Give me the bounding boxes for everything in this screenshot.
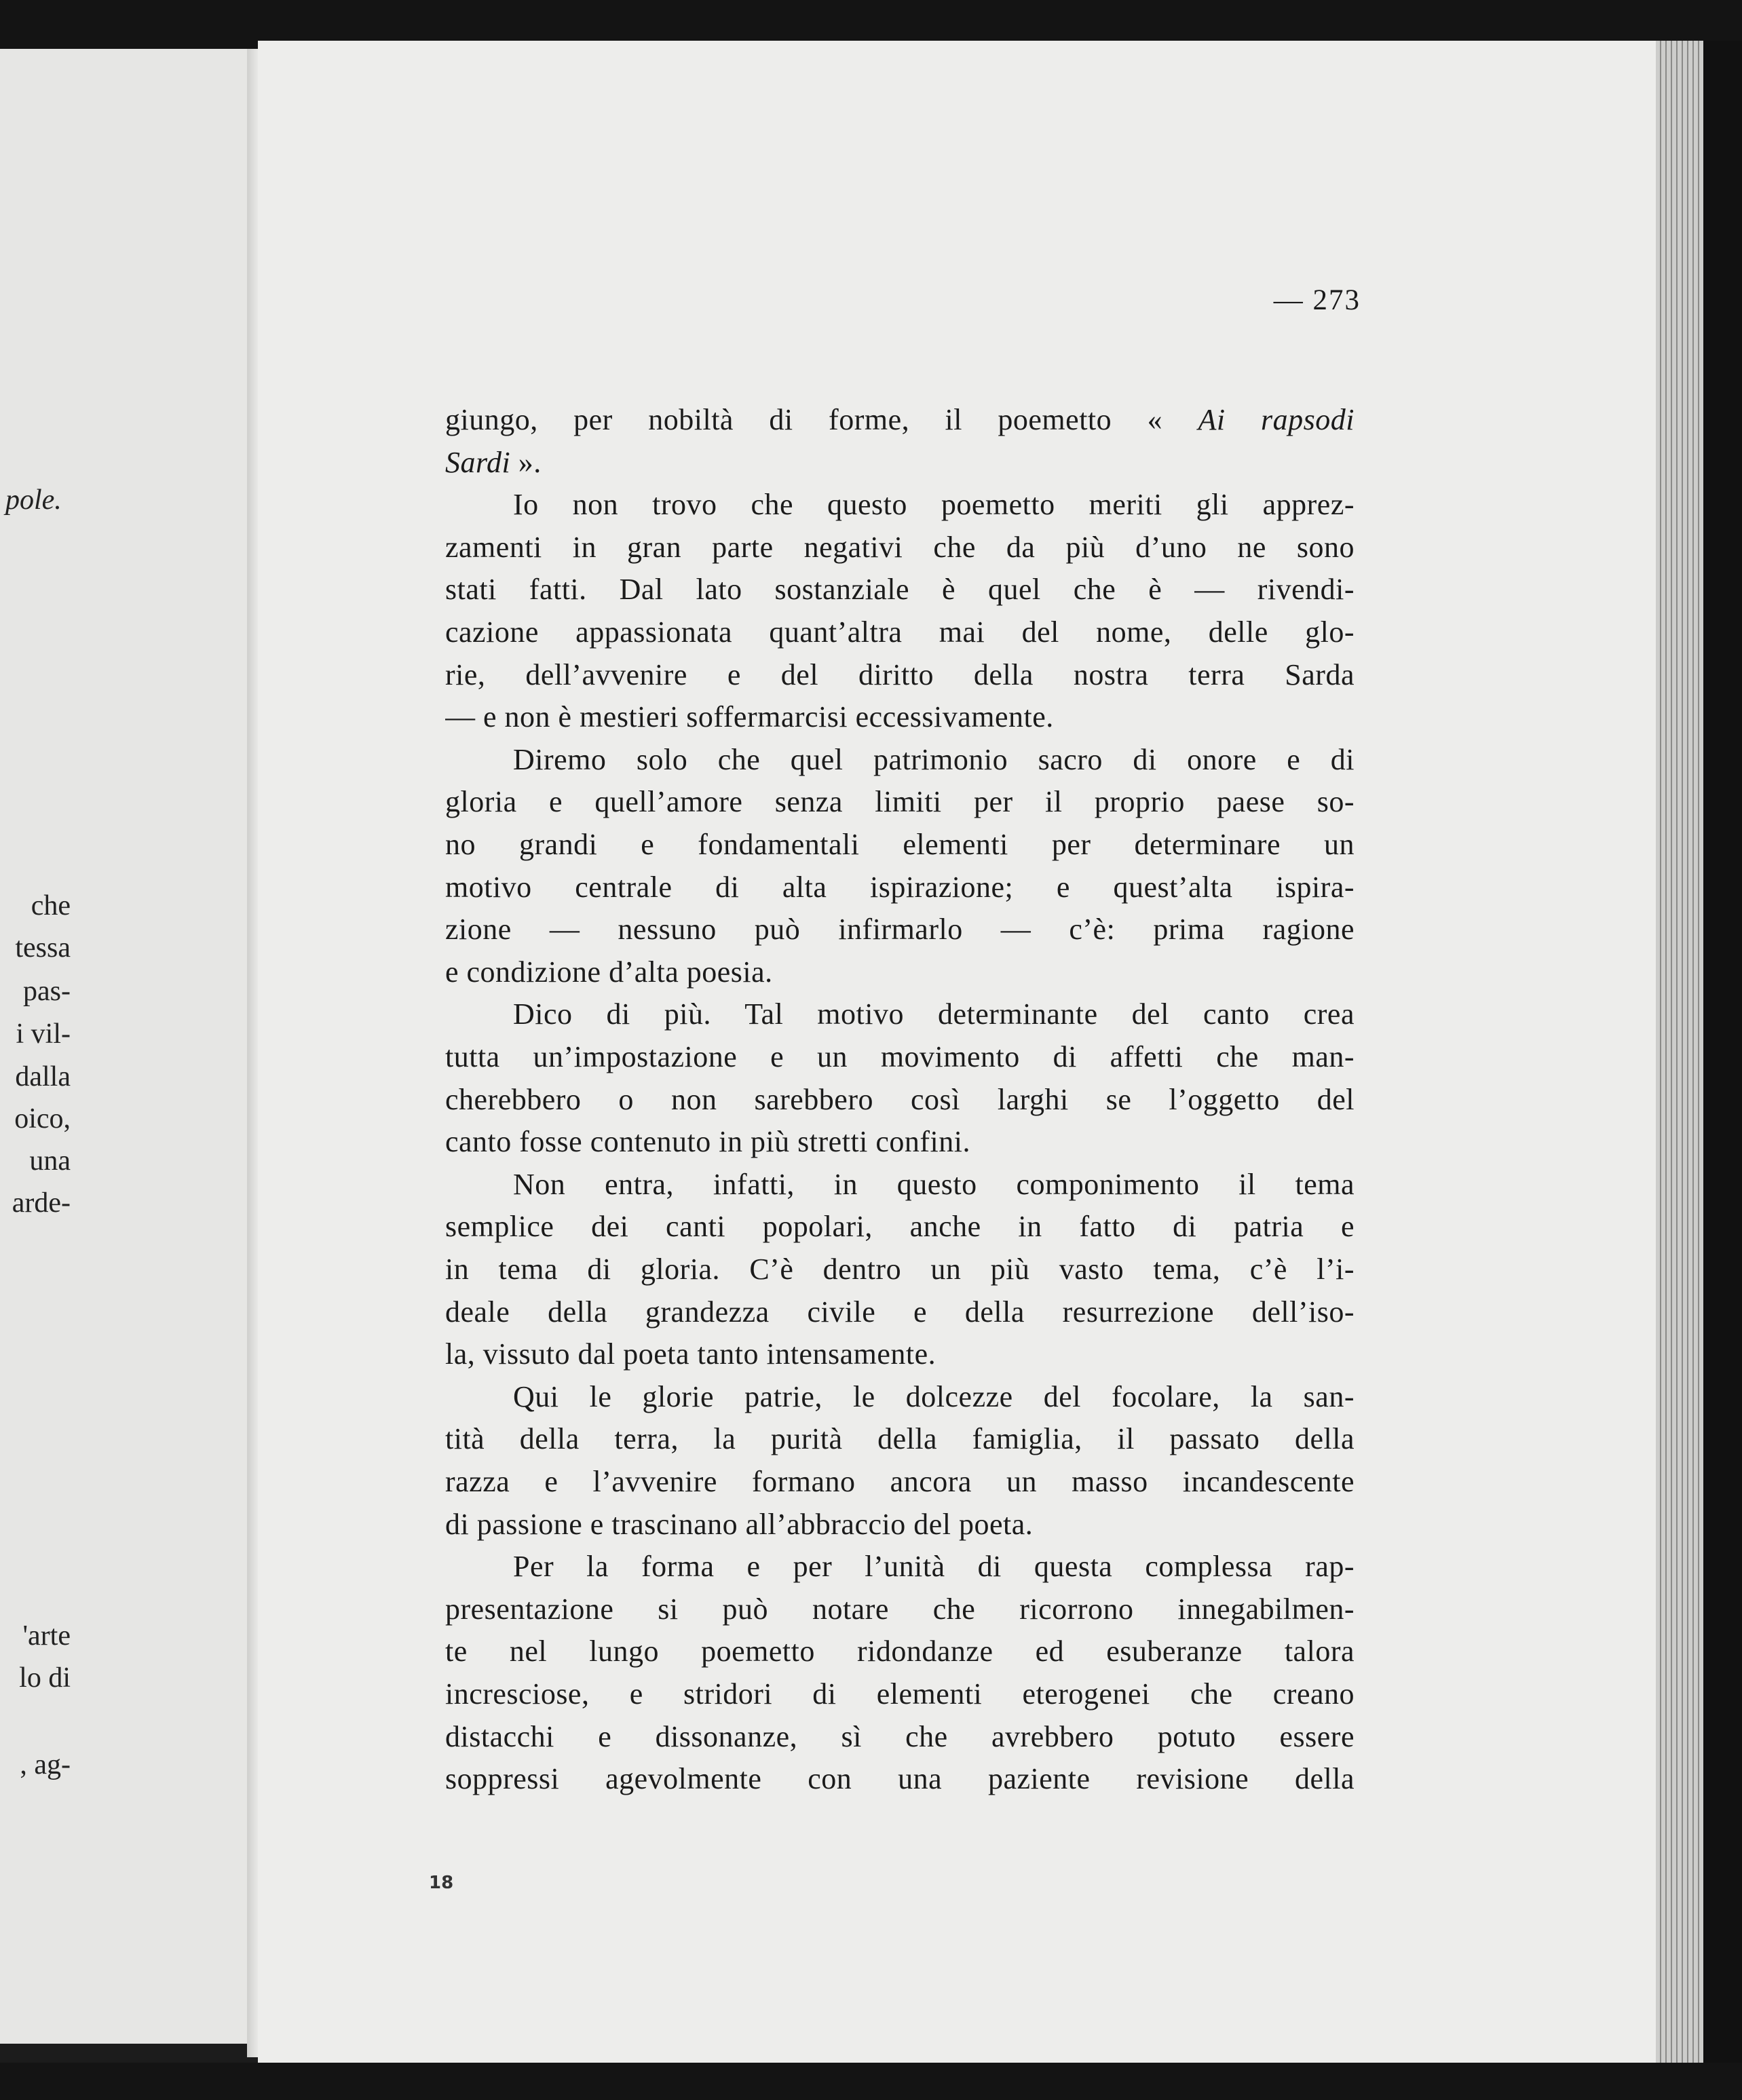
text-line: motivo centrale di alta ispirazione; e quest’alta ispira- — [445, 870, 1355, 904]
left-fragment: lo di — [19, 1662, 71, 1694]
text-line: distacchi e dissonanze, sì che avrebbero potuto essere — [445, 1719, 1355, 1753]
page-fore-edge — [1656, 41, 1703, 2083]
text-line: Qui le glorie patrie, le dolcezze del focolare, la san- — [513, 1379, 1355, 1413]
text-line: razza e l’avvenire formano ancora un masso incandescente — [445, 1465, 1355, 1498]
text-line: soppressi agevolmente con una paziente revisione della — [445, 1762, 1355, 1796]
text-line: canto fosse contenuto in più stretti confini. — [445, 1125, 971, 1159]
right-scan-border — [1703, 41, 1742, 2100]
text-line: presentazione si può notare che ricorrono innegabilmen- — [445, 1592, 1355, 1626]
text-line: rie, dell’avvenire e del diritto della nostra terra Sarda — [445, 657, 1355, 691]
page-number: — 273 — [1273, 284, 1361, 316]
text-line: cherebbero o non sarebbero così larghi se l’oggetto del — [445, 1082, 1355, 1116]
text-line: tutta un’impostazione e un movimento di affetti che man- — [445, 1040, 1355, 1073]
text-line: zamenti in gran parte negativi che da più d’uno ne sono — [445, 530, 1355, 564]
text-line: deale della grandezza civile e della resurrezione dell’iso- — [445, 1295, 1355, 1329]
text-line: cazione appassionata quant’altra mai del nome, delle glo- — [445, 615, 1355, 649]
text-line: e condizione d’alta poesia. — [445, 955, 773, 989]
left-fragment: oico, — [14, 1103, 71, 1134]
left-fragment: pole. — [5, 484, 62, 516]
text-line: la, vissuto dal poeta tanto intensamente. — [445, 1337, 936, 1371]
left-fragment: , ag- — [20, 1749, 71, 1780]
text-line: Dico di più. Tal motivo determinante del canto crea — [513, 997, 1355, 1031]
left-fragment: i vil- — [16, 1018, 71, 1050]
bottom-scan-border — [0, 2063, 1742, 2100]
text-line: incresciose, e stridori di elementi eterogenei che creano — [445, 1677, 1355, 1711]
signature-mark: 18 — [429, 1873, 454, 1893]
text-line: Sardi ». — [445, 445, 542, 479]
left-fragment: che — [31, 890, 71, 921]
text-line: te nel lungo poemetto ridondanze ed esuberanze talora — [445, 1635, 1355, 1668]
text-line: semplice dei canti popolari, anche in fatto di patria e — [445, 1210, 1355, 1244]
left-fragment: 'arte — [22, 1620, 71, 1652]
left-fragment: dalla — [15, 1061, 71, 1092]
text-line: stati fatti. Dal lato sostanziale è quel che è — rivendi- — [445, 573, 1355, 607]
left-fragment: pas- — [23, 976, 71, 1007]
text-line: Diremo solo che quel patrimonio sacro di onore e di — [513, 742, 1355, 776]
text-line: — e non è mestieri soffermarcisi eccessivamente. — [445, 700, 1054, 734]
text-line: giungo, per nobiltà di forme, il poemetto « Ai rapsodi — [445, 403, 1355, 436]
text-line: Io non trovo che questo poemetto meriti gli apprez- — [513, 488, 1355, 522]
left-fragment: una — [29, 1145, 71, 1177]
text-line: tità della terra, la purità della famiglia, il passato della — [445, 1422, 1355, 1456]
text-line: Per la forma e per l’unità di questa complessa rap- — [513, 1550, 1355, 1584]
text-line: gloria e quell’amore senza limiti per il proprio paese so- — [445, 785, 1355, 819]
text-line: zione — nessuno può infirmarlo — c’è: prima ragione — [445, 913, 1355, 947]
text-line: no grandi e fondamentali elementi per determinare un — [445, 828, 1355, 861]
text-line: di passione e trascinano all’abbraccio del poeta. — [445, 1507, 1034, 1541]
text-line: in tema di gloria. C’è dentro un più vasto tema, c’è l’i- — [445, 1253, 1355, 1286]
left-fragment: arde- — [12, 1187, 71, 1219]
italic-title: Sardi — [445, 445, 511, 479]
italic-title: Ai rapsodi — [1198, 403, 1355, 436]
text-line: Non entra, infatti, in questo componimento il tema — [513, 1167, 1355, 1201]
left-fragment: tessa — [15, 932, 71, 963]
